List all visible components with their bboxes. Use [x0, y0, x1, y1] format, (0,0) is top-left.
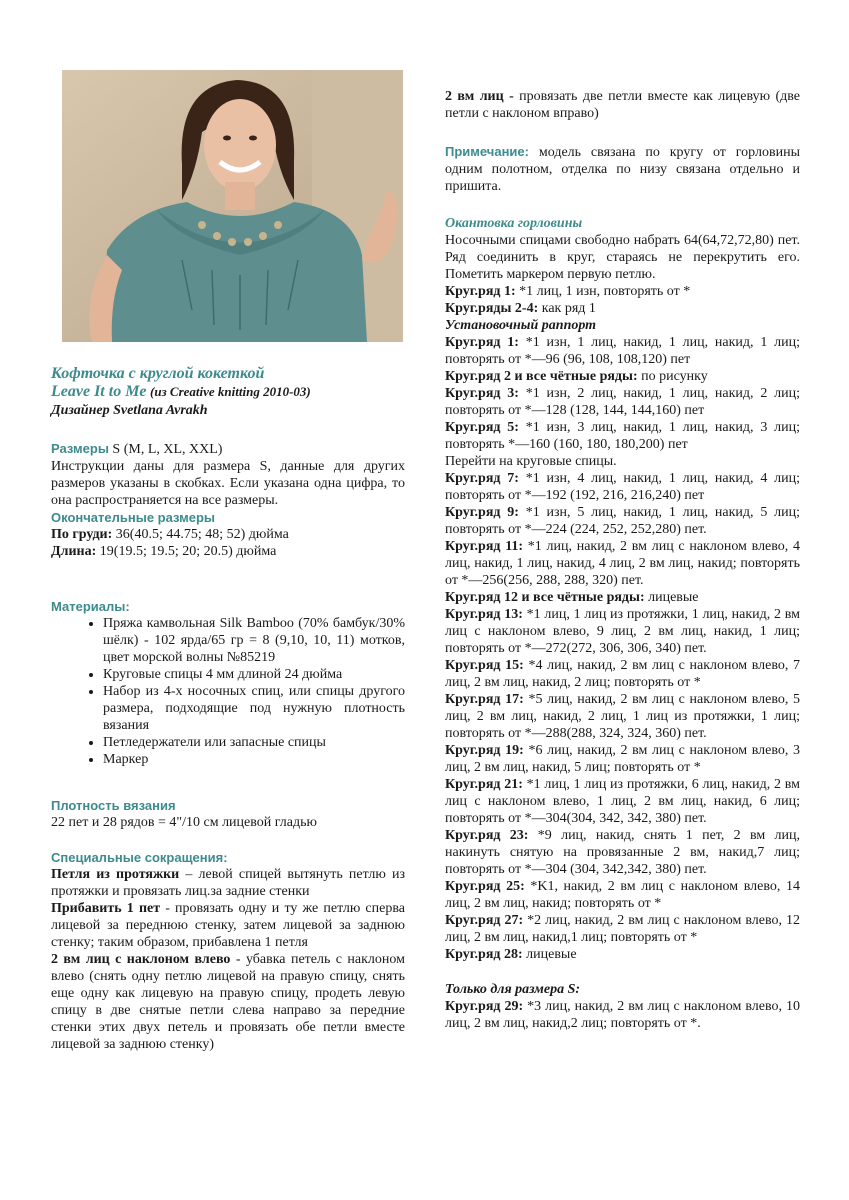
abbreviations-section [51, 849, 405, 1053]
round-instruction [445, 368, 800, 385]
pattern-source: (из Creative knitting 2010-03) [150, 384, 311, 399]
note-label: Примечание: [445, 144, 529, 159]
round-label: Круг.ряд 7: [445, 471, 519, 486]
rows-c [445, 998, 800, 1032]
round-label: Круг.ряд 11: [445, 539, 524, 554]
round-instruction [445, 742, 800, 776]
round-text: *6 лиц, накид, 2 вм лиц с наклоном влево, 3 лиц, 2 вм лиц, накид, 5 лиц; повторять от * [445, 743, 801, 775]
round-text: *1 изн, 1 лиц, накид, 1 лиц, накид, 1 лиц; повторять от *—96 (96, 108, 108,120) пет [445, 335, 800, 367]
round-instruction [445, 300, 800, 317]
pattern-title-block [51, 365, 407, 420]
round-text: *1 лиц, 1 лиц из протяжки, 6 лиц, накид, 2 вм лиц с наклоном влево, 1 лиц, 2 вм лиц, накид, 6 лиц; повторять от *—304(304, 342, 342, 380) пет. [445, 777, 801, 826]
pattern-title: Кофточка с круглой кокеткой [51, 365, 265, 382]
round-text: *3 лиц, накид, 2 вм лиц с наклоном влево, 10 лиц, 2 вм лиц, накид,2 лиц; повторять от *. [445, 999, 800, 1031]
note-text: модель связана по кругу от горловины одним полотном, отделка по низу связана отдельно и пришита. [445, 145, 800, 194]
abbr-item [445, 88, 800, 122]
abbr-text: - провязать одну и ту же петлю сперва лицевой за переднюю стенку, затем лицевой за заднюю стенку; таким образом, прибавлена 1 петля [51, 901, 405, 950]
density-label: Плотность вязания [51, 798, 176, 813]
round-text: *5 лиц, накид, 2 вм лиц с наклоном влево, 5 лиц, 2 вм лиц, накид, 2 лиц, 1 лиц из протяжки, 1 лиц; повторять от *—288(288, 324, 324, 360) пет. [445, 692, 801, 741]
abbr-text: – левой спицей вытянуть петлю из протяжки и провязать лиц.за задние стенки [51, 867, 405, 899]
round-text: *1 лиц, 1 изн, повторять от * [515, 284, 691, 299]
density-text: 22 пет и 28 рядов = 4"/10 см лицевой гладью [51, 815, 317, 830]
round-text: *1 изн, 3 лиц, накид, 1 лиц, накид, 3 лиц; повторять *—160 (160, 180, 180,200) пет [445, 420, 800, 452]
round-instruction [445, 691, 800, 742]
materials-list [51, 615, 405, 768]
round-label: Круг.ряд 21: [445, 777, 523, 792]
round-text: Перейти на круговые спицы. [445, 454, 617, 469]
note [445, 143, 800, 195]
abbr-item [51, 900, 405, 951]
round-instruction [445, 589, 800, 606]
round-text: *1 изн, 4 лиц, накид, 1 лиц, накид, 4 лиц; повторять от *—192 (192, 216, 216,240) пет [445, 471, 800, 503]
rapport-label: Установочный раппорт [445, 318, 597, 333]
round-label: Круг.ряд 29: [445, 999, 524, 1014]
round-label: Круг.ряд 28: [445, 947, 523, 962]
round-label: Круг.ряд 3: [445, 386, 519, 401]
materials-label: Материалы: [51, 599, 130, 614]
abbr-text: провязать две петли вместе как лицевую (две петли с наклоном вправо) [445, 89, 800, 121]
round-instruction [445, 912, 800, 946]
round-text: *K1, накид, 2 вм лиц с наклоном влево, 14 лиц, 2 вм лиц, накид; повторять от * [445, 879, 800, 911]
length-label: Длина: [51, 544, 97, 559]
length-value: 19(19.5; 19.5; 20; 20.5) дюйма [96, 544, 277, 559]
rows-a [445, 283, 800, 317]
abbr-term: 2 вм лиц - [445, 89, 514, 104]
round-text: по рисунку [637, 369, 708, 384]
round-label: Круг.ряд 9: [445, 505, 519, 520]
list-item: • Набор из 4-х носочных спиц, или спицы другого размера, подходящие под нужную плотность вязания [103, 683, 405, 734]
abbr-term: Петля из протяжки [51, 867, 180, 882]
round-text: лицевые [522, 947, 577, 962]
abbr-item [51, 866, 405, 900]
round-text: *1 лиц, накид, 2 вм лиц с наклоном влево, 4 лиц, накид, 1 лиц, накид, 4 лиц, 2 вм лиц, накид; повторять от *—256(256, 288, 288, 320) пет. [445, 539, 800, 588]
round-instruction [445, 334, 800, 368]
round-label: Круг.ряд 2 и все чётные ряды: [445, 369, 638, 384]
size-s-label: Только для размера S: [445, 982, 581, 997]
round-instruction [445, 419, 800, 453]
round-text: *4 лиц, накид, 2 вм лиц с наклоном влево, 7 лиц, 2 вм лиц, накид, 2 лиц; повторять от * [445, 658, 801, 690]
round-instruction [445, 453, 800, 470]
model-photo [62, 70, 403, 342]
abbreviations-label: Специальные сокращения: [51, 850, 228, 865]
round-label: Круг.ряд 23: [445, 828, 529, 843]
sizes-text: Инструкции даны для размера S, данные для других размеров указаны в скобках. Если указана одна цифра, то она распространяется на все размеры. [51, 459, 405, 508]
round-label: Круг.ряд 19: [445, 743, 524, 758]
round-instruction [445, 827, 800, 878]
round-label: Круг.ряд 12 и все чётные ряды: [445, 590, 645, 605]
round-label: Круг.ряд 15: [445, 658, 524, 673]
round-instruction [445, 385, 800, 419]
round-text: *1 изн, 5 лиц, накид, 1 лиц, накид, 5 лиц; повторять от *—224 (224, 252, 252,280) пет. [445, 505, 800, 537]
abbr-text: - убавка петель с наклоном влево (снять одну петлю лицевой на правую спицу, снять еще одну как лицевую на правую спицу, продеть левую спицу в две снятые петли слева направо за передние стенки этих двух петель и провязать обе петли вместе лицевой за заднюю стенку) [51, 952, 406, 1052]
round-instruction [445, 283, 800, 300]
round-text: *1 изн, 2 лиц, накид, 1 лиц, накид, 2 лиц; повторять от *—128 (128, 144, 144,160) пет [445, 386, 800, 418]
right-column [445, 88, 800, 1032]
designer: Дизайнер Svetlana Avrakh [51, 403, 208, 418]
chest-value: 36(40.5; 44.75; 48; 52) дюйма [112, 527, 289, 542]
pattern-name: Leave It to Me [51, 383, 147, 400]
round-instruction [445, 657, 800, 691]
list-item: • Пряжа камвольная Silk Bamboo (70% бамбук/30% шёлк) - 102 ярда/65 гр = 8 (9,10, 10, 11) мотков, цвет морской волны №85219 [103, 615, 405, 666]
abbr-term: Прибавить 1 пет [51, 901, 161, 916]
round-text: как ряд 1 [538, 301, 596, 316]
round-text: лицевые [644, 590, 699, 605]
sizes-value: S (M, L, XL, XXL) [112, 442, 223, 457]
round-instruction [445, 878, 800, 912]
pattern-subtitle [51, 383, 407, 402]
round-text: *1 лиц, 1 лиц из протяжки, 1 лиц, накид, 2 вм лиц с наклоном влево, 9 лиц, 2 вм лиц, накид, 1 лиц; повторять от *—272(272, 306, 306, 340) пет. [445, 607, 801, 656]
list-item: • Петледержатели или запасные спицы [103, 734, 405, 751]
round-text: *9 лиц, накид, снять 1 пет, 2 вм лиц, накинуть снятую на провязанные 2 вм, накид,7 лиц; повторять от *—304 (304, 342,342, 380) пет. [445, 828, 800, 877]
round-label: Круг.ряд 25: [445, 879, 525, 894]
neck-text: Носочными спицами свободно набрать 64(64,72,72,80) пет. Ряд соединить в круг, стараясь не перекрутить его. Пометить маркером первую петлю. [445, 233, 800, 282]
round-instruction [445, 538, 800, 589]
abbr-item [51, 951, 405, 1053]
round-label: Круг.ряд 17: [445, 692, 524, 707]
round-label: Круг.ряд 13: [445, 607, 523, 622]
density-section [51, 797, 405, 831]
sizes-section [51, 440, 405, 560]
round-instruction [445, 470, 800, 504]
materials-section [51, 598, 405, 768]
round-instruction [445, 504, 800, 538]
final-sizes-label: Окончательные размеры [51, 510, 216, 525]
round-label: Круг.ряды 2-4: [445, 301, 539, 316]
round-instruction [445, 606, 800, 657]
list-item: • Маркер [103, 751, 405, 768]
round-label: Круг.ряд 1: [445, 335, 519, 350]
list-item: • Круговые спицы 4 мм длиной 24 дюйма [103, 666, 405, 683]
round-text: *2 лиц, накид, 2 вм лиц с наклоном влево, 12 лиц, 2 вм лиц, накид,1 лиц; повторять от * [445, 913, 800, 945]
round-label: Круг.ряд 27: [445, 913, 524, 928]
abbr-term: 2 вм лиц с наклоном влево [51, 952, 231, 967]
rows-b [445, 334, 800, 963]
sizes-label: Размеры [51, 441, 109, 456]
round-label: Круг.ряд 1: [445, 284, 516, 299]
round-instruction [445, 776, 800, 827]
chest-label: По груди: [51, 527, 113, 542]
round-label: Круг.ряд 5: [445, 420, 519, 435]
round-instruction [445, 946, 800, 963]
neck-label: Окантовка горловины [445, 216, 583, 231]
round-instruction [445, 998, 800, 1032]
